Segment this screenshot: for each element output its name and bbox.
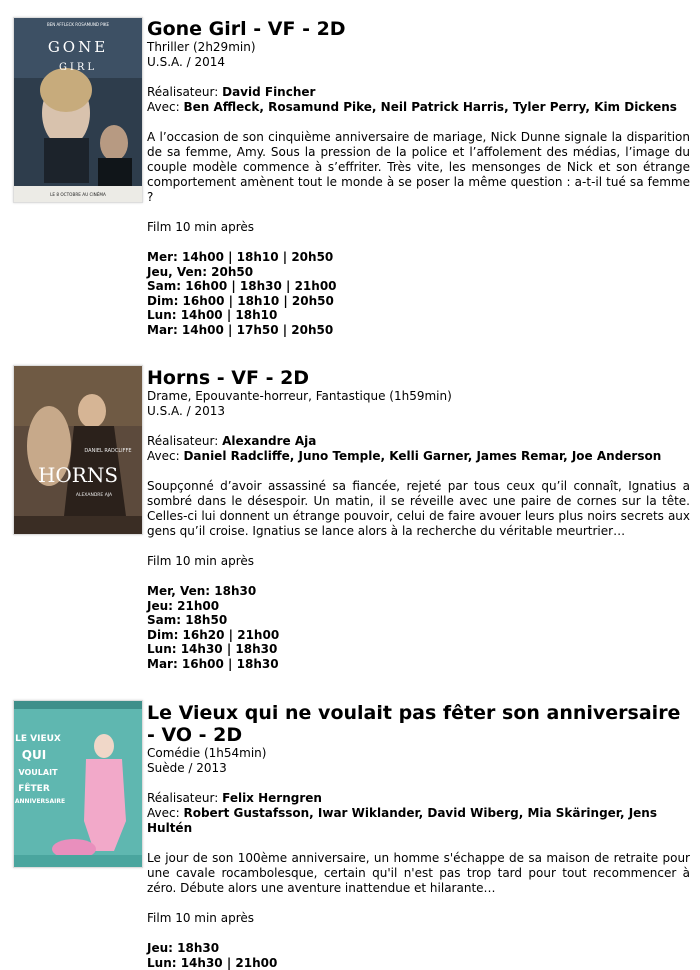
genre-duration: Drame, Epouvante-horreur, Fantastique (1h59min) (147, 389, 452, 403)
showtime-line: Dim: 16h20 | 21h00 (147, 627, 280, 642)
director-name: David Fincher (222, 85, 316, 99)
svg-text:DANIEL RADCLIFFE: DANIEL RADCLIFFE (84, 448, 132, 454)
director-name: Felix Herngren (222, 791, 322, 805)
cast-names: Ben Affleck, Rosamund Pike, Neil Patrick Harris, Tyler Perry, Kim Dickens (183, 100, 677, 114)
movie-title[interactable]: Horns - VF - 2D (147, 367, 310, 389)
showtime-line: Mer, Ven: 18h30 (147, 584, 257, 598)
svg-text:LE 8 OCTOBRE AU CINÉMA: LE 8 OCTOBRE AU CINÉMA (50, 192, 106, 197)
director-line (147, 434, 690, 449)
movie-poster[interactable] (13, 17, 143, 203)
cast-line (147, 100, 690, 115)
director-label: Réalisateur: (147, 791, 219, 805)
svg-text:GONE: GONE (47, 38, 109, 56)
showtimes (147, 584, 690, 672)
director-line (147, 791, 690, 806)
svg-text:ALEXANDRE AJA: ALEXANDRE AJA (75, 493, 113, 498)
synopsis: A l’occasion de son cinquième anniversaire de mariage, Nick Dunne signale la disparition de sa femme, Amy. Sous la pression de la police et l’affolement des médias, l’image du couple modèle commence à s’effriter. Très vite, les mensonges de Nick et son étrange comportement amènent tout le monde à se poser la même question : a-t-il tué sa femme ? (147, 130, 690, 204)
cast-names: Robert Gustafsson, Iwar Wiklander, David Wiberg, Mia Skäringer, Jens Hultén (147, 806, 657, 835)
svg-text:QUI: QUI (21, 748, 47, 762)
svg-text:LE VIEUX: LE VIEUX (15, 734, 61, 744)
showtime-line: Jeu: 18h30 (147, 941, 220, 955)
svg-text:HORNS: HORNS (37, 463, 119, 487)
showtime-line: Sam: 16h00 | 18h30 | 21h00 (147, 279, 337, 294)
cast-names: Daniel Radcliffe, Juno Temple, Kelli Garner, James Remar, Joe Anderson (183, 449, 662, 463)
poster-image (14, 366, 142, 534)
director-line (147, 85, 690, 100)
showtime-line: Mar: 16h00 | 18h30 (147, 656, 279, 671)
country-year: U.S.A. / 2014 (147, 55, 226, 69)
cast-line (147, 806, 690, 836)
showtime-line: Lun: 14h00 | 18h10 (147, 308, 278, 323)
genre-duration: Comédie (1h54min) (147, 746, 267, 760)
svg-text:FÊTER: FÊTER (18, 784, 50, 794)
synopsis: Soupçonné d’avoir assassiné sa fiancée, rejeté par tous ceux qu’il connaît, Ignatius a sombré dans le désespoir. Un matin, il se réveille avec une paire de cornes sur la tête. Celles-ci lui donnent un étrange pouvoir, celui de faire avouer leurs plus noirs secrets aux gens qu’il croise. Ignatius se lance alors à la recherche du véritable meurtrier… (147, 479, 690, 538)
cast-label: Avec: (147, 806, 180, 820)
showtime-line: Jeu, Ven: 20h50 (147, 264, 254, 279)
poster-image (14, 701, 142, 867)
movie-poster[interactable] (13, 365, 143, 535)
film-start-note: Film 10 min après (147, 911, 255, 925)
svg-text:BEN AFFLECK ROSAMUND PIKE: BEN AFFLECK ROSAMUND PIKE (46, 22, 110, 27)
director-label: Réalisateur: (147, 434, 219, 448)
cast-line (147, 449, 690, 464)
director-name: Alexandre Aja (222, 434, 317, 448)
movie-title[interactable]: Le Vieux qui ne voulait pas fêter son anniversaire - VO - 2D (147, 702, 681, 746)
poster-image (14, 18, 142, 202)
movie-title[interactable]: Gone Girl - VF - 2D (147, 18, 346, 40)
film-start-note: Film 10 min après (147, 554, 255, 568)
movie-poster[interactable] (13, 700, 143, 868)
synopsis: Le jour de son 100ème anniversaire, un homme s'échappe de sa maison de retraite pour une cavale rocambolesque, certain qu'il n'est pas trop tard pour tout recommencer à zéro. Débute alors une aventure inattendue et hilarante… (147, 851, 690, 895)
country-year: Suède / 2013 (147, 761, 227, 775)
director-label: Réalisateur: (147, 85, 219, 99)
showtime-line: Lun: 14h30 | 21h00 (147, 955, 278, 970)
film-start-note: Film 10 min après (147, 220, 255, 234)
cast-label: Avec: (147, 449, 180, 463)
svg-text:GIRL: GIRL (58, 62, 98, 73)
svg-text:ANNIVERSAIRE: ANNIVERSAIRE (14, 798, 66, 805)
showtime-line: Jeu: 21h00 (147, 598, 220, 613)
country-year: U.S.A. / 2013 (147, 404, 226, 418)
showtimes (147, 941, 690, 970)
showtime-line: Lun: 14h30 | 18h30 (147, 642, 278, 657)
cast-label: Avec: (147, 100, 180, 114)
showtime-line: Mer: 14h00 | 18h10 | 20h50 (147, 250, 334, 264)
showtime-line: Dim: 16h00 | 18h10 | 20h50 (147, 293, 334, 308)
showtime-line: Sam: 18h50 (147, 613, 228, 628)
showtimes (147, 250, 690, 338)
showtime-line: Mar: 14h00 | 17h50 | 20h50 (147, 322, 334, 337)
genre-duration: Thriller (2h29min) (147, 40, 256, 54)
svg-text:VOULAIT: VOULAIT (18, 768, 58, 777)
